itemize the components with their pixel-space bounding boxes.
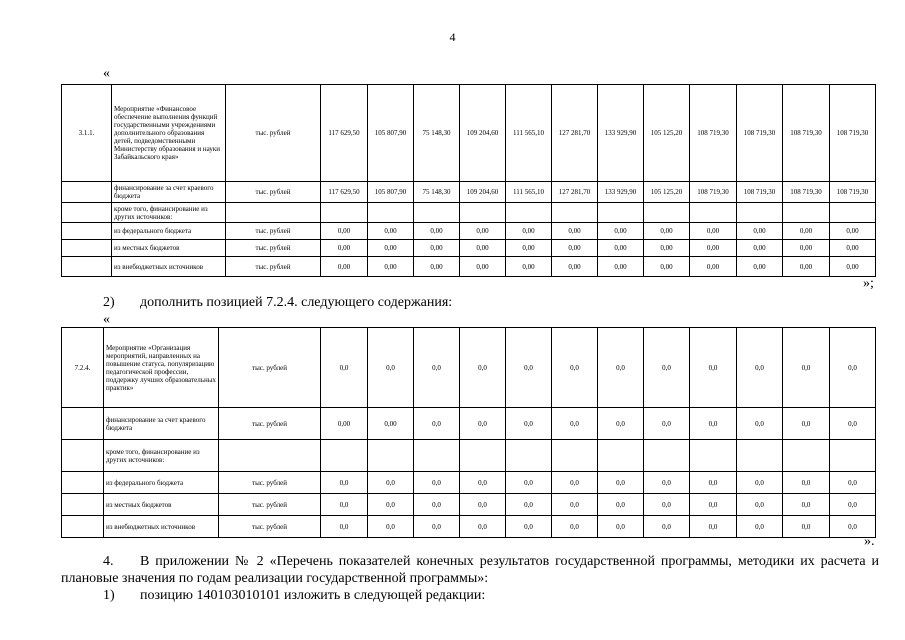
value-cell: 0,0 xyxy=(737,328,783,408)
value-cell: 0,00 xyxy=(368,223,414,240)
value-cell: 0,0 xyxy=(783,516,830,538)
value-cell xyxy=(552,203,598,223)
value-cell: 0,0 xyxy=(506,408,552,440)
value-cell: 0,0 xyxy=(506,328,552,408)
value-cell: 0,0 xyxy=(690,472,737,494)
row-name-cell: Мероприятие «Организация мероприятий, направленных на повышение статуса, популяризацию педагогической профессии, поддержку лучших образовательных практик» xyxy=(104,328,219,408)
value-cell xyxy=(690,203,737,223)
value-cell: 0,0 xyxy=(368,472,414,494)
value-cell: 0,0 xyxy=(783,328,830,408)
value-cell: 0,0 xyxy=(460,408,506,440)
table-row xyxy=(62,240,876,257)
row-number-cell xyxy=(62,257,112,277)
paragraph-4-text: В приложении № 2 «Перечень показателей конечных результатов государственной программы, методики их расчета и плановые значения по годам реализации государственной программы»: xyxy=(61,554,879,586)
row-number-cell: 7.2.4. xyxy=(62,328,104,408)
paragraph-4-number: 4. xyxy=(103,554,114,569)
value-cell: 0,0 xyxy=(598,408,644,440)
value-cell: 133 929,90 xyxy=(598,182,644,203)
table-row xyxy=(62,440,876,472)
value-cell xyxy=(598,440,644,472)
value-cell xyxy=(506,440,552,472)
value-cell: 0,00 xyxy=(368,240,414,257)
value-cell xyxy=(321,203,368,223)
value-cell: 0,0 xyxy=(414,472,460,494)
value-cell: 0,0 xyxy=(783,472,830,494)
value-cell: 108 719,30 xyxy=(737,182,783,203)
value-cell xyxy=(460,203,506,223)
value-cell: 0,00 xyxy=(783,240,830,257)
value-cell: 105 125,20 xyxy=(644,85,690,182)
row-number-cell xyxy=(62,440,104,472)
value-cell: 75 148,30 xyxy=(414,182,460,203)
item-2-text: дополнить позицией 7.2.4. следующего содержания: xyxy=(140,295,453,310)
item-1-text: позицию 140103010101 изложить в следующей редакции: xyxy=(140,588,486,603)
open-quote-2: « xyxy=(103,312,110,327)
table-row xyxy=(62,328,876,408)
row-name-cell: из федерального бюджета xyxy=(104,472,219,494)
value-cell: 108 719,30 xyxy=(690,85,737,182)
table-row xyxy=(62,182,876,203)
budget-table-3-1-1 xyxy=(61,84,876,277)
row-number-cell xyxy=(62,203,112,223)
value-cell: 0,00 xyxy=(644,257,690,277)
value-cell: 109 204,60 xyxy=(460,85,506,182)
value-cell: 0,0 xyxy=(644,516,690,538)
value-cell: 0,0 xyxy=(644,328,690,408)
table-row xyxy=(62,472,876,494)
value-cell xyxy=(552,440,598,472)
value-cell: 111 565,10 xyxy=(506,182,552,203)
value-cell: 0,0 xyxy=(552,472,598,494)
value-cell: 0,0 xyxy=(321,472,368,494)
value-cell: 0,00 xyxy=(598,223,644,240)
value-cell: 0,0 xyxy=(644,494,690,516)
value-cell: 0,0 xyxy=(414,494,460,516)
value-cell: 0,0 xyxy=(690,516,737,538)
value-cell: 0,0 xyxy=(598,494,644,516)
value-cell: 0,0 xyxy=(552,494,598,516)
value-cell: 108 719,30 xyxy=(783,85,830,182)
value-cell: 0,0 xyxy=(644,408,690,440)
unit-cell: тыс. рублей xyxy=(226,85,321,182)
value-cell: 0,0 xyxy=(830,516,876,538)
value-cell xyxy=(783,440,830,472)
value-cell: 0,0 xyxy=(552,408,598,440)
value-cell: 0,00 xyxy=(830,223,876,240)
value-cell: 0,0 xyxy=(506,516,552,538)
value-cell: 0,0 xyxy=(414,328,460,408)
unit-cell: тыс. рублей xyxy=(219,472,321,494)
value-cell: 0,00 xyxy=(690,223,737,240)
value-cell: 0,0 xyxy=(830,328,876,408)
value-cell: 0,0 xyxy=(737,472,783,494)
value-cell: 0,00 xyxy=(552,240,598,257)
value-cell: 0,00 xyxy=(830,257,876,277)
row-name-cell: Мероприятие «Финансовое обеспечение выполнения функций государственными учреждениями дополнительного образования детей, подведомственными Министерству образования и науки Забайкальского края» xyxy=(112,85,226,182)
value-cell: 0,00 xyxy=(552,223,598,240)
value-cell: 0,00 xyxy=(506,257,552,277)
value-cell: 0,0 xyxy=(830,408,876,440)
value-cell: 0,0 xyxy=(321,494,368,516)
row-name-cell: финансирование за счет краевого бюджета xyxy=(112,182,226,203)
value-cell: 0,00 xyxy=(460,257,506,277)
item-2-number: 2) xyxy=(103,295,115,310)
value-cell: 0,00 xyxy=(414,240,460,257)
value-cell: 0,00 xyxy=(644,223,690,240)
value-cell xyxy=(414,440,460,472)
value-cell: 108 719,30 xyxy=(830,182,876,203)
value-cell: 0,0 xyxy=(460,494,506,516)
table-row xyxy=(62,85,876,182)
row-number-cell xyxy=(62,240,112,257)
value-cell: 0,0 xyxy=(690,494,737,516)
value-cell: 0,00 xyxy=(321,223,368,240)
value-cell: 0,00 xyxy=(690,240,737,257)
unit-cell: тыс. рублей xyxy=(219,408,321,440)
value-cell: 0,00 xyxy=(460,240,506,257)
value-cell: 75 148,30 xyxy=(414,85,460,182)
unit-cell: тыс. рублей xyxy=(219,516,321,538)
value-cell xyxy=(830,440,876,472)
value-cell: 0,0 xyxy=(368,516,414,538)
table-row xyxy=(62,494,876,516)
value-cell: 0,0 xyxy=(690,408,737,440)
value-cell: 0,00 xyxy=(690,257,737,277)
value-cell: 0,00 xyxy=(506,223,552,240)
value-cell xyxy=(460,440,506,472)
value-cell: 127 281,70 xyxy=(552,85,598,182)
unit-cell xyxy=(226,203,321,223)
close-quote-2: ». xyxy=(864,534,875,549)
table-row xyxy=(62,203,876,223)
unit-cell: тыс. рублей xyxy=(226,182,321,203)
row-number-cell xyxy=(62,516,104,538)
value-cell: 0,0 xyxy=(552,328,598,408)
row-name-cell: кроме того, финансирование из других источников: xyxy=(104,440,219,472)
value-cell: 0,0 xyxy=(598,328,644,408)
item-1-number: 1) xyxy=(103,588,115,603)
row-name-cell: из местных бюджетов xyxy=(104,494,219,516)
table-row xyxy=(62,223,876,240)
unit-cell xyxy=(219,440,321,472)
value-cell: 0,0 xyxy=(783,408,830,440)
unit-cell: тыс. рублей xyxy=(226,257,321,277)
row-number-cell: 3.1.1. xyxy=(62,85,112,182)
value-cell: 105 807,90 xyxy=(368,182,414,203)
value-cell: 0,0 xyxy=(598,472,644,494)
value-cell: 0,0 xyxy=(368,328,414,408)
value-cell: 0,00 xyxy=(321,240,368,257)
value-cell xyxy=(737,440,783,472)
value-cell xyxy=(506,203,552,223)
close-quote-1: »; xyxy=(863,276,874,291)
value-cell: 105 807,90 xyxy=(368,85,414,182)
open-quote-1: « xyxy=(103,66,110,81)
value-cell: 0,00 xyxy=(460,223,506,240)
value-cell: 0,0 xyxy=(830,494,876,516)
value-cell: 0,0 xyxy=(783,494,830,516)
value-cell: 111 565,10 xyxy=(506,85,552,182)
page-number: 4 xyxy=(449,30,456,44)
value-cell: 0,0 xyxy=(460,472,506,494)
value-cell xyxy=(644,203,690,223)
value-cell: 0,0 xyxy=(506,472,552,494)
row-name-cell: из внебюджетных источников xyxy=(104,516,219,538)
row-number-cell xyxy=(62,223,112,240)
value-cell: 0,0 xyxy=(414,516,460,538)
value-cell xyxy=(783,203,830,223)
value-cell: 0,00 xyxy=(737,223,783,240)
value-cell xyxy=(368,440,414,472)
value-cell: 0,0 xyxy=(460,328,506,408)
value-cell: 0,00 xyxy=(321,257,368,277)
value-cell: 0,00 xyxy=(737,240,783,257)
value-cell: 108 719,30 xyxy=(783,182,830,203)
value-cell: 127 281,70 xyxy=(552,182,598,203)
row-number-cell xyxy=(62,472,104,494)
table-row xyxy=(62,408,876,440)
value-cell: 117 629,50 xyxy=(321,85,368,182)
row-number-cell xyxy=(62,494,104,516)
value-cell xyxy=(737,203,783,223)
value-cell: 0,0 xyxy=(644,472,690,494)
value-cell: 0,00 xyxy=(644,240,690,257)
value-cell: 105 125,20 xyxy=(644,182,690,203)
value-cell: 0,00 xyxy=(830,240,876,257)
unit-cell: тыс. рублей xyxy=(226,240,321,257)
value-cell: 117 629,50 xyxy=(321,182,368,203)
value-cell: 0,0 xyxy=(552,516,598,538)
value-cell xyxy=(830,203,876,223)
row-name-cell: из федерального бюджета xyxy=(112,223,226,240)
value-cell: 0,00 xyxy=(598,240,644,257)
value-cell: 0,00 xyxy=(368,257,414,277)
value-cell: 0,00 xyxy=(414,223,460,240)
row-name-cell: финансирование за счет краевого бюджета xyxy=(104,408,219,440)
value-cell: 0,0 xyxy=(598,516,644,538)
value-cell: 0,00 xyxy=(552,257,598,277)
row-name-cell: из местных бюджетов xyxy=(112,240,226,257)
row-number-cell xyxy=(62,182,112,203)
value-cell: 109 204,60 xyxy=(460,182,506,203)
value-cell: 0,00 xyxy=(368,408,414,440)
unit-cell: тыс. рублей xyxy=(226,223,321,240)
value-cell xyxy=(598,203,644,223)
value-cell: 0,00 xyxy=(321,408,368,440)
value-cell: 133 929,90 xyxy=(598,85,644,182)
value-cell: 108 719,30 xyxy=(737,85,783,182)
table-row xyxy=(62,516,876,538)
value-cell xyxy=(321,440,368,472)
value-cell: 0,0 xyxy=(321,328,368,408)
value-cell xyxy=(368,203,414,223)
unit-cell: тыс. рублей xyxy=(219,328,321,408)
value-cell: 0,0 xyxy=(690,328,737,408)
value-cell: 0,0 xyxy=(737,516,783,538)
row-name-cell: из внебюджетных источников xyxy=(112,257,226,277)
value-cell: 108 719,30 xyxy=(690,182,737,203)
value-cell: 0,0 xyxy=(506,494,552,516)
value-cell: 0,0 xyxy=(830,472,876,494)
value-cell: 0,0 xyxy=(737,494,783,516)
value-cell: 0,00 xyxy=(414,257,460,277)
row-name-cell: кроме того, финансирование из других источников: xyxy=(112,203,226,223)
value-cell: 0,0 xyxy=(414,408,460,440)
value-cell: 0,0 xyxy=(368,494,414,516)
value-cell: 0,00 xyxy=(598,257,644,277)
value-cell: 0,0 xyxy=(321,516,368,538)
unit-cell: тыс. рублей xyxy=(219,494,321,516)
budget-table-7-2-4 xyxy=(61,327,876,538)
row-number-cell xyxy=(62,408,104,440)
value-cell: 0,00 xyxy=(783,223,830,240)
value-cell: 108 719,30 xyxy=(830,85,876,182)
value-cell: 0,00 xyxy=(506,240,552,257)
value-cell xyxy=(414,203,460,223)
value-cell: 0,0 xyxy=(460,516,506,538)
value-cell: 0,00 xyxy=(783,257,830,277)
value-cell xyxy=(690,440,737,472)
value-cell: 0,0 xyxy=(737,408,783,440)
value-cell xyxy=(644,440,690,472)
value-cell: 0,00 xyxy=(737,257,783,277)
table-row xyxy=(62,257,876,277)
